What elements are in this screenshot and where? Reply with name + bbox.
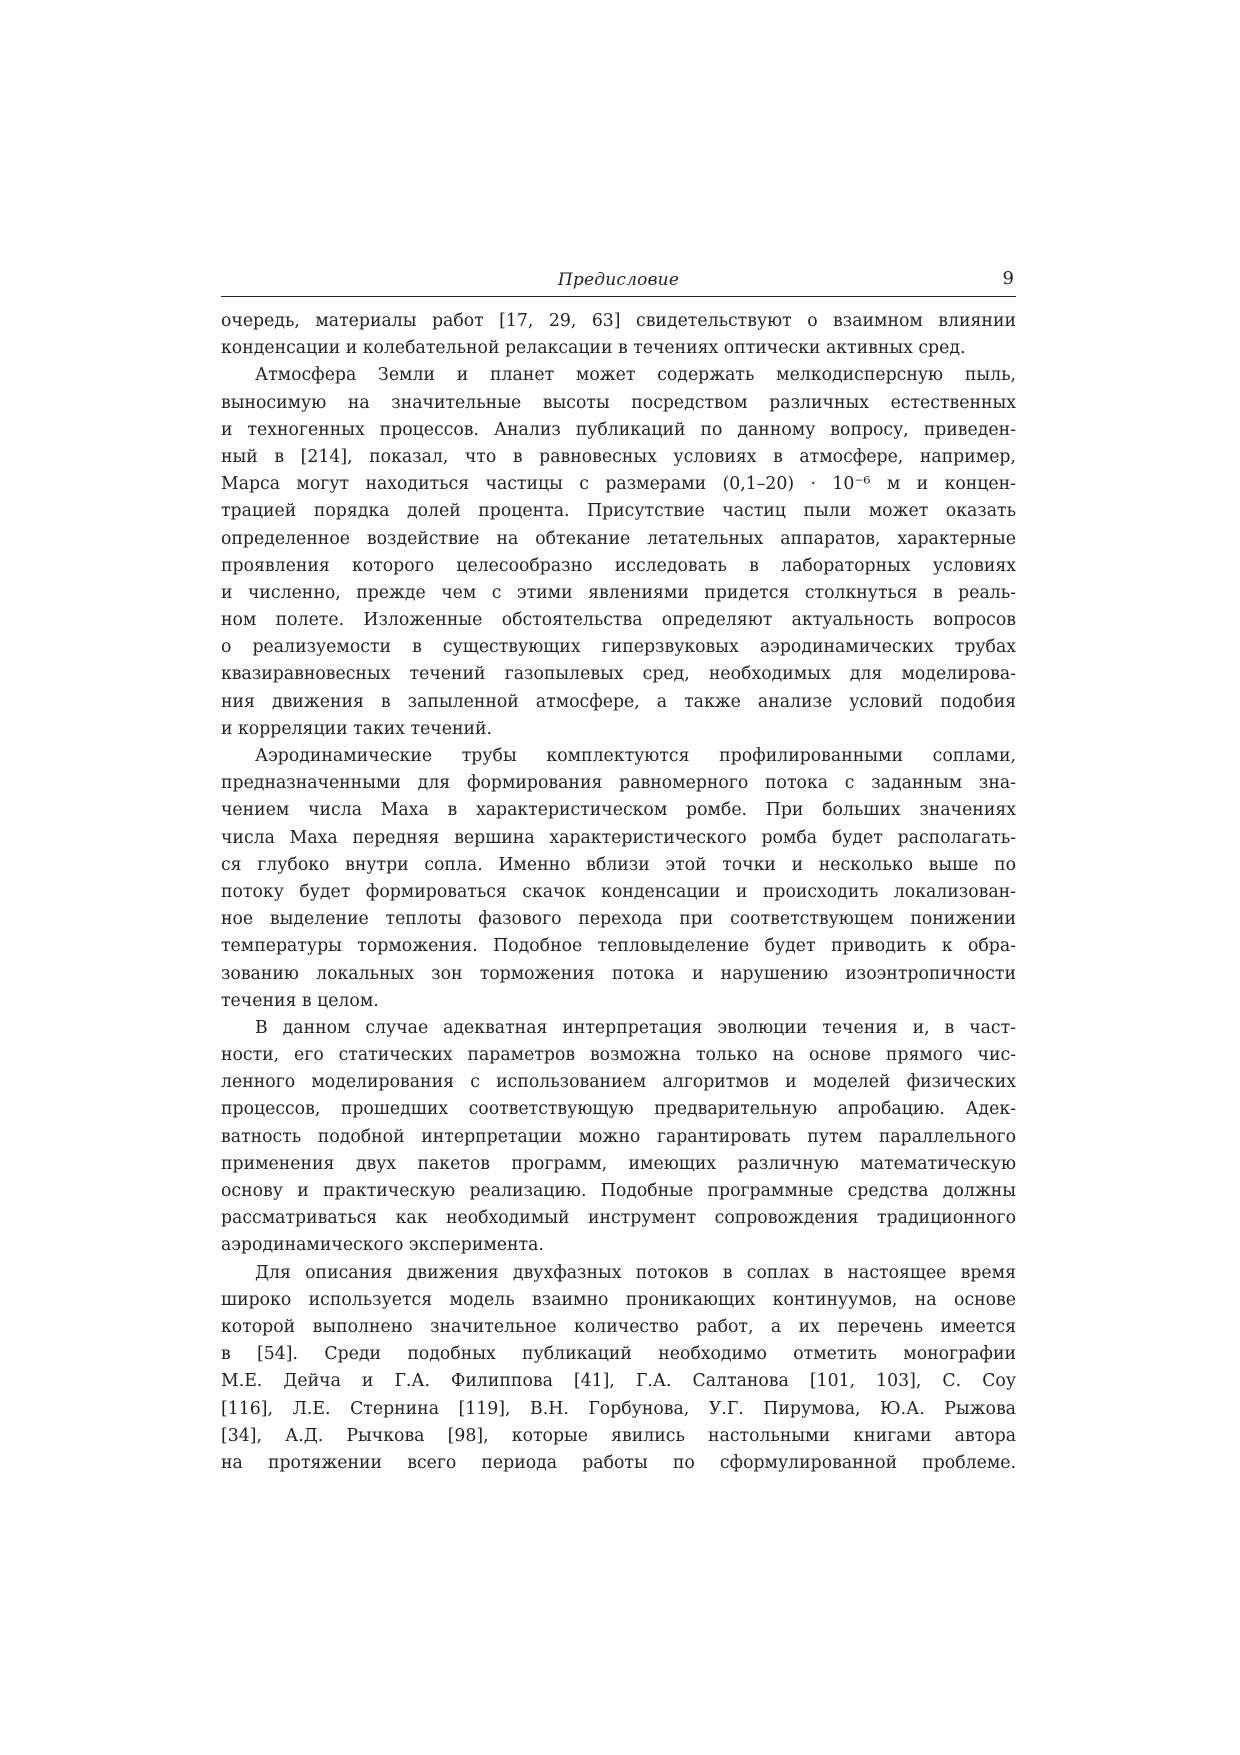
paragraph-5 — [221, 1260, 1016, 1478]
paragraph-4 — [221, 1015, 1016, 1260]
text-line: [116], Л.Е. Стернина [119], В.Н. Горбунова, У.Г. Пирумова, Ю.А. Рыжова — [221, 1398, 1016, 1419]
text-line: потоку будет формироваться скачок конденсации и происходить локализован- — [221, 881, 1016, 902]
text-line: ный в [214], показал, что в равновесных условиях в атмосфере, например, — [221, 446, 1016, 467]
text-line: Атмосфера Земли и планет может содержать мелкодисперсную пыль, — [255, 365, 1016, 386]
text-line: М.Е. Дейча и Г.А. Филиппова [41], Г.А. Салтанова [101, 103], С. Соу — [221, 1371, 1016, 1392]
text-line: проявления которого целесообразно исследовать в лабораторных условиях — [221, 555, 1016, 576]
text-line: ся глубоко внутри сопла. Именно вблизи этой точки и несколько выше по — [221, 854, 1016, 875]
text-line: применения двух пакетов программ, имеющих различную математическую — [221, 1153, 1016, 1174]
text-line: процессов, прошедших соответствующую предварительную апробацию. Адек- — [221, 1099, 1016, 1120]
text-line: ленного моделирования с использованием алгоритмов и моделей физических — [221, 1072, 1016, 1093]
paragraph-1 — [221, 308, 1016, 362]
text-line: конденсации и колебательной релаксации в течениях оптически активных сред. — [221, 338, 966, 359]
text-line: ния движения в запыленной атмосфере, а также анализе условий подобия — [221, 691, 1016, 712]
paragraph-3 — [221, 743, 1016, 1015]
text-line: Марса могут находиться частицы с размерами (0,1–20) · 10⁻⁶ м и концен- — [221, 474, 1016, 495]
text-line: [34], А.Д. Рычкова [98], которые явились настольными книгами автора — [221, 1425, 1016, 1446]
text-line: и корреляции таких течений. — [221, 718, 492, 739]
text-line: в [54]. Среди подобных публикаций необходимо отметить монографии — [221, 1344, 1016, 1365]
text-line: ном полете. Изложенные обстоятельства определяют актуальность вопросов — [221, 610, 1016, 631]
text-line: квазиравновесных течений газопылевых сред, необходимых для моделирова- — [221, 664, 1016, 685]
text-line: Для описания движения двухфазных потоков в соплах в настоящее время — [255, 1262, 1016, 1283]
text-line: В данном случае адекватная интерпретация эволюции течения и, в част- — [255, 1017, 1016, 1038]
text-line: зованию локальных зон торможения потока и нарушению изоэнтропичности — [221, 963, 1016, 984]
text-line: трацией порядка долей процента. Присутствие частиц пыли может оказать — [221, 501, 1016, 522]
text-line: основу и практическую реализацию. Подобные программные средства должны — [221, 1181, 1016, 1201]
text-line: ное выделение теплоты фазового перехода при соответствующем понижении — [221, 909, 1016, 930]
text-line: числа Маха передняя вершина характеристического ромба будет располагать- — [221, 827, 1016, 848]
text-line: предназначенными для формирования равномерного потока с заданным зна- — [221, 773, 1016, 794]
text-line: течения в целом. — [221, 990, 379, 1011]
paragraph-2 — [221, 362, 1016, 743]
running-header — [221, 268, 1016, 297]
text-line: на протяжении всего периода работы по сформулированной проблеме. — [221, 1452, 1016, 1473]
text-line: чением числа Маха в характеристическом ромбе. При больших значениях — [221, 800, 1016, 821]
running-title: Предисловие — [557, 270, 680, 290]
text-line: и техногенных процессов. Анализ публикаций по данному вопросу, приведен- — [221, 419, 1016, 440]
text-line: ности, его статических параметров возможна только на основе прямого чис- — [221, 1045, 1016, 1066]
text-line: рассматриваться как необходимый инструмент сопровождения традиционного — [221, 1208, 1016, 1229]
text-line: выносимую на значительные высоты посредством различных естественных — [221, 392, 1016, 413]
text-line: аэродинамического эксперимента. — [221, 1235, 544, 1256]
text-line: которой выполнено значительное количество работ, а их перечень имеется — [221, 1316, 1016, 1337]
text-line: температуры торможения. Подобное тепловыделение будет приводить к обра- — [221, 936, 1016, 957]
page-number: 9 — [1002, 268, 1014, 289]
text-line: очередь, материалы работ [17, 29, 63] свидетельствуют о взаимном влиянии — [221, 311, 1016, 331]
text-line: Аэродинамические трубы комплектуются профилированными соплами, — [255, 746, 1016, 766]
text-line: определенное воздействие на обтекание летательных аппаратов, характерные — [221, 528, 1016, 549]
text-line: и численно, прежде чем с этими явлениями придется столкнуться в реаль- — [221, 582, 1016, 603]
text-line: о реализуемости в существующих гиперзвуковых аэродинамических трубах — [221, 637, 1016, 658]
body-text — [221, 308, 1016, 1477]
text-line: ватность подобной интерпретации можно гарантировать путем параллельного — [221, 1126, 1016, 1147]
text-line: широко используется модель взаимно проникающих континуумов, на основе — [221, 1289, 1016, 1310]
